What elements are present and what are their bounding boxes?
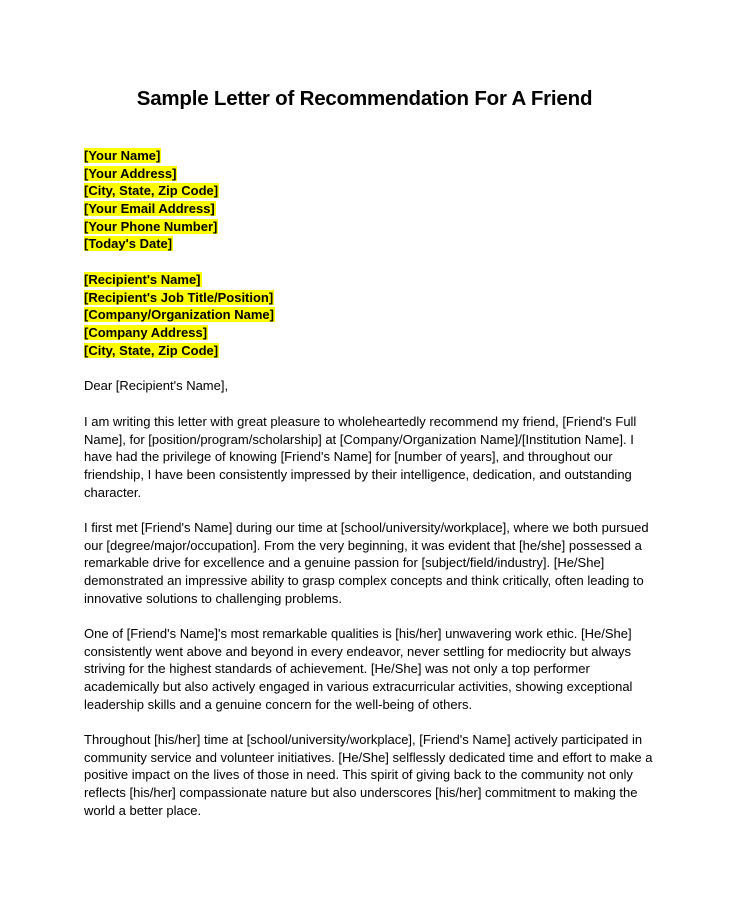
sender-line <box>84 147 654 165</box>
body-paragraph-3: One of [Friend's Name]'s most remarkable qualities is [his/her] unwavering work ethic. [He/She] consistently went above and beyond in every endeavor, never settling for mediocrity but always striving for the highest standards of achievement. [He/She] was not only a top performer academically but also actively engaged in various extracurricular activities, showing exceptional leadership skills and a genuine concern for the well-being of others. <box>84 626 633 712</box>
sender-line <box>84 165 654 183</box>
recipient-name-placeholder: [Recipient's Name] <box>84 272 201 287</box>
recipient-line <box>84 342 654 360</box>
recipient-address-block <box>84 271 654 359</box>
recipient-title-placeholder: [Recipient's Job Title/Position] <box>84 289 274 305</box>
sender-email-placeholder: [Your Email Address] <box>84 201 215 217</box>
sender-city-placeholder: [City, State, Zip Code] <box>84 183 219 199</box>
sender-address-placeholder: [Your Address] <box>84 165 177 181</box>
salutation: Dear [Recipient's Name], <box>84 378 229 393</box>
sender-phone-placeholder: [Your Phone Number] <box>84 218 218 234</box>
sender-line <box>84 182 654 200</box>
recipient-company-placeholder: [Company/Organization Name] <box>84 307 274 323</box>
body-paragraph-2: I first met [Friend's Name] during our time at [school/university/workplace], where we both pursued our [degree/major/occupation]. From the very beginning, it was evident that [he/she] possessed a remarkable drive for excellence and a genuine passion for [subject/field/industry]. [He/She] demonstrated an impressive ability to grasp complex concepts and think critically, often leading to innovative solutions to challenging problems. <box>84 520 649 606</box>
recipient-line <box>84 324 654 342</box>
recipient-line <box>84 306 654 324</box>
body-paragraph-1: I am writing this letter with great pleasure to wholeheartedly recommend my friend, [Friend's Full Name], for [position/program/scholarship] at [Company/Organization Name]/[Institution Name]. I have had the privilege of knowing [Friend's Name] for [number of years], and throughout our friendship, I have been consistently impressed by their intelligence, dedication, and outstanding character. <box>84 414 637 500</box>
sender-name-placeholder: [Your Name] <box>84 148 161 163</box>
recipient-address-placeholder: [Company Address] <box>84 325 208 341</box>
document-title: Sample Letter of Recommendation For A Friend <box>136 87 593 110</box>
recipient-line <box>84 289 654 307</box>
sender-line <box>84 218 654 236</box>
sender-address-block <box>84 147 654 253</box>
sender-line <box>84 200 654 218</box>
sender-line <box>84 235 654 253</box>
recipient-city-placeholder: [City, State, Zip Code] <box>84 342 219 358</box>
date-placeholder: [Today's Date] <box>84 236 173 252</box>
body-paragraph-4: Throughout [his/her] time at [school/university/workplace], [Friend's Name] actively participated in community service and volunteer initiatives. [He/She] selflessly dedicated time and effort to make a positive impact on the lives of those in need. This spirit of giving back to the community not only reflects [his/her] compassionate nature but also underscores [his/her] commitment to making the world a better place. <box>84 732 653 818</box>
recipient-line <box>84 271 654 289</box>
